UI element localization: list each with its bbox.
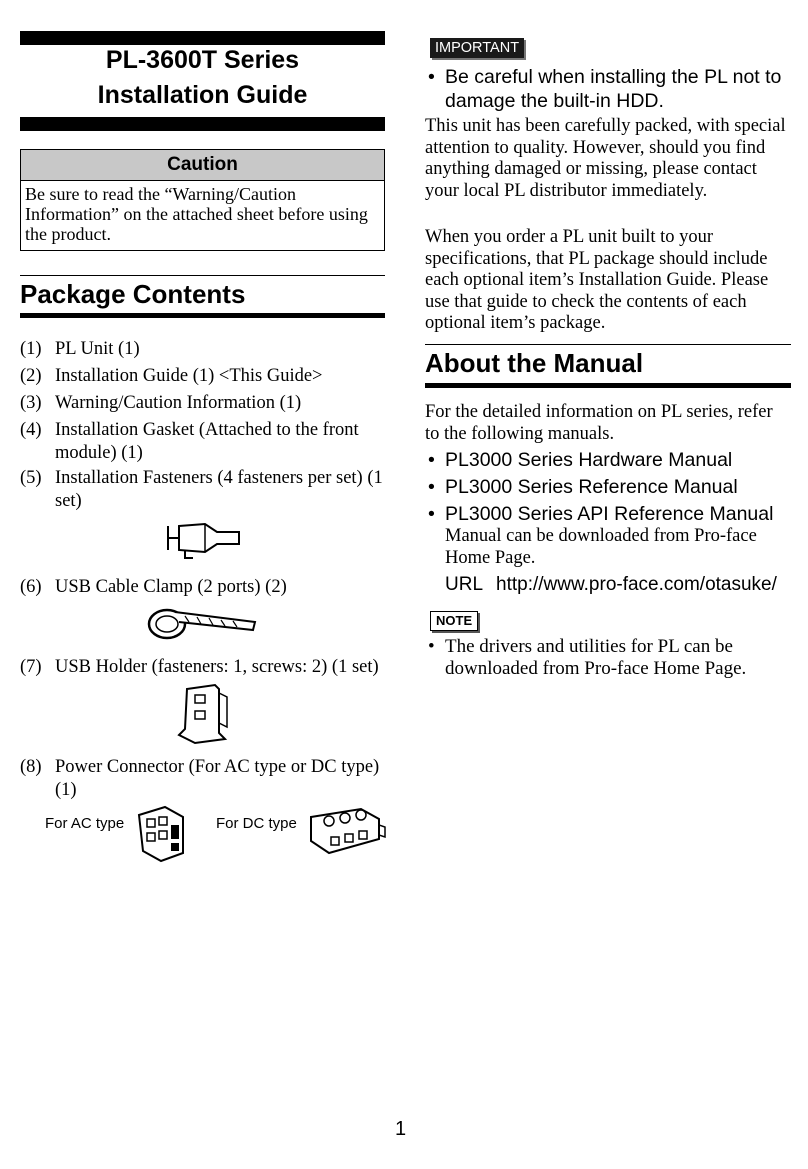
important-bullet-text: Be careful when installing the PL not to damage the built-in HDD. [445, 66, 782, 112]
usb-cable-clamp-icon [145, 600, 260, 645]
note-badge: NOTE [430, 611, 478, 631]
bullet-icon: • [428, 449, 435, 471]
item-text: USB Cable Clamp (2 ports) (2) [55, 577, 287, 597]
package-contents-heading: Package Contents [20, 279, 246, 309]
item-number: (7) [20, 657, 42, 677]
ac-power-connector-icon [135, 805, 190, 863]
item-number: (2) [20, 366, 42, 386]
download-note: Manual can be downloaded from Pro-face Home Page. [445, 526, 757, 568]
usb-holder-icon [175, 683, 235, 745]
about-manual-heading: About the Manual [425, 348, 644, 378]
section-rule-bottom [20, 313, 385, 318]
item-text: Warning/Caution Information (1) [55, 393, 302, 413]
ac-type-label: For AC type [45, 815, 125, 832]
manual-item-text: PL3000 Series API Reference Manual [445, 503, 774, 525]
title-bottom-bar [20, 117, 385, 131]
item-text: Installation Fasteners (4 fasteners per set) (1 set) [55, 468, 383, 511]
dc-power-connector-icon [305, 805, 385, 860]
bullet-icon: • [428, 476, 435, 498]
item-number: (3) [20, 393, 42, 413]
packing-paragraph: This unit has been carefully packed, with special attention to quality. However, should you find anything damaged or missing, please contact your local PL distributor immediately. [425, 116, 786, 201]
page-title-line1: PL-3600T Series [105, 46, 300, 74]
note-bullet-text: The drivers and utilities for PL can be downloaded from Pro-face Home Page. [445, 636, 747, 679]
manual-item-text: PL3000 Series Reference Manual [445, 476, 738, 498]
section-rule-top [20, 275, 385, 276]
manual-item-text: PL3000 Series Hardware Manual [445, 449, 733, 471]
caution-box [20, 149, 385, 251]
bullet-icon: • [428, 503, 435, 525]
options-paragraph: When you order a PL unit built to your specifications, that PL package should include each optional item’s Installation Guide. Please use that guide to check the contents of each optional item’s package. [425, 227, 769, 333]
installation-fastener-icon [165, 520, 245, 562]
important-bullet [425, 66, 791, 114]
item-number: (4) [20, 420, 42, 440]
item-number: (8) [20, 757, 42, 777]
about-rule-bottom [425, 383, 791, 388]
item-number: (6) [20, 577, 42, 597]
item-text: Power Connector (For AC type or DC type) (1) [55, 757, 380, 800]
item-text: USB Holder (fasteners: 1, screws: 2) (1 set) [55, 657, 379, 677]
bullet-icon: • [428, 636, 435, 657]
dc-type-label: For DC type [216, 815, 297, 832]
item-text: Installation Guide (1) <This Guide> [55, 366, 323, 386]
item-text: Installation Gasket (Attached to the front module) (1) [55, 420, 359, 463]
url-label: URL [445, 574, 484, 595]
caution-body: Be sure to read the “Warning/Caution Information” on the attached sheet before using the product. [25, 184, 368, 244]
bullet-icon: • [428, 66, 435, 88]
item-number: (1) [20, 339, 42, 359]
item-text: PL Unit (1) [55, 339, 140, 359]
about-intro: For the detailed information on PL series, refer to the following manuals. [425, 402, 773, 444]
page-number: 1 [395, 1118, 407, 1140]
caution-heading: Caution [21, 150, 384, 181]
important-badge: IMPORTANT [430, 38, 524, 58]
manual-url-link[interactable]: http://www.pro-face.com/otasuke/ [496, 574, 777, 595]
about-rule-top [425, 344, 791, 345]
page-title-line2: Installation Guide [97, 81, 308, 109]
item-number: (5) [20, 468, 42, 488]
